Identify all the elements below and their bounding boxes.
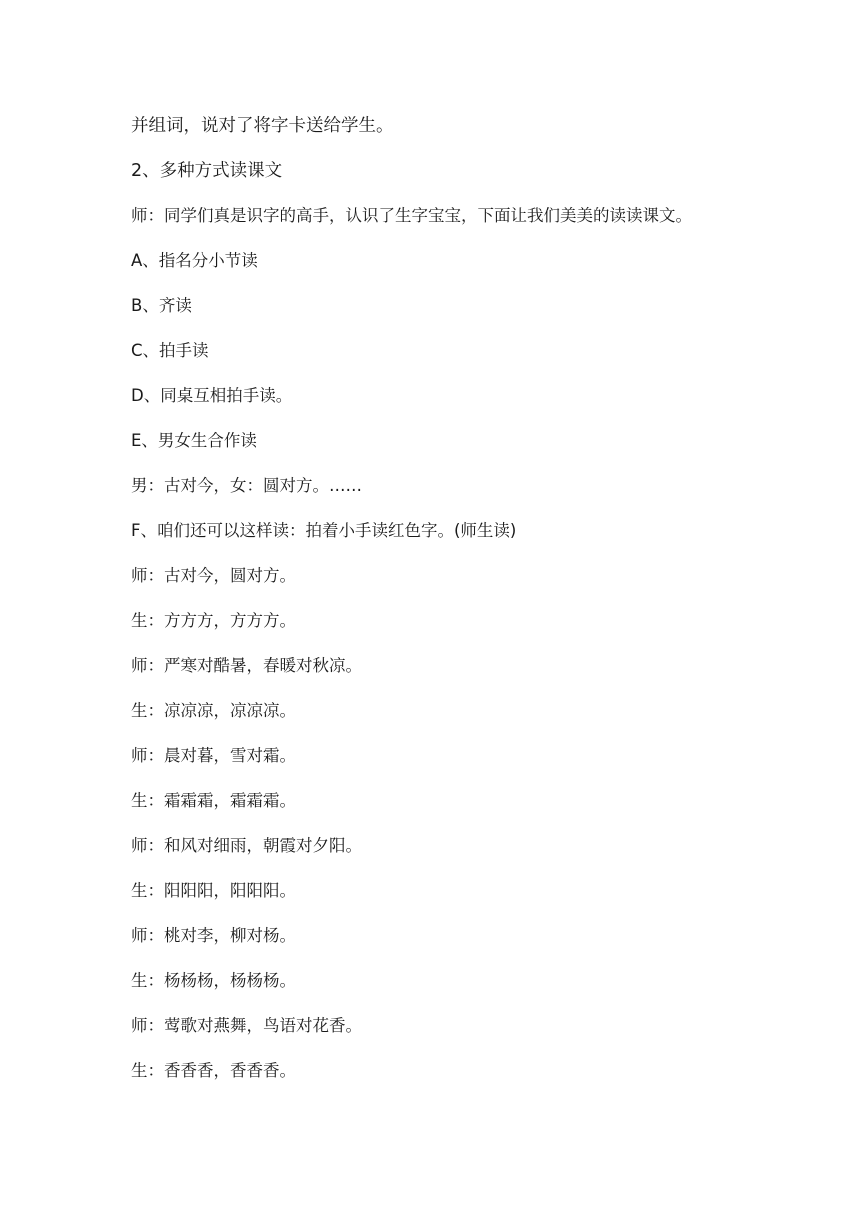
dialogue-line: 师：严寒对酷暑，春暖对秋凉。 bbox=[131, 656, 362, 675]
teacher-intro-line: 师：同学们真是识字的高手，认识了生字宝宝，下面让我们美美的读读课文。 bbox=[131, 206, 692, 225]
dialogue-line: 生：香香香，香香香。 bbox=[131, 1061, 296, 1080]
paragraph-continuation: 并组词，说对了将字卡送给学生。 bbox=[131, 116, 394, 136]
dialogue-line: 师：莺歌对燕舞，鸟语对花香。 bbox=[131, 1016, 362, 1035]
reading-method-d: D、同桌互相拍手读。 bbox=[131, 386, 293, 405]
reading-method-f: F、咱们还可以这样读：拍着小手读红色字。(师生读) bbox=[131, 521, 517, 540]
section-heading: 2、多种方式读课文 bbox=[131, 161, 283, 181]
document-body bbox=[131, 112, 811, 1102]
dialogue-line: 生：方方方，方方方。 bbox=[131, 611, 296, 630]
dialogue-line: 师：和风对细雨，朝霞对夕阳。 bbox=[131, 836, 362, 855]
dialogue-line: 师：古对今，圆对方。 bbox=[131, 566, 296, 585]
dialogue-line: 生：霜霜霜，霜霜霜。 bbox=[131, 791, 296, 810]
dialogue-line: 生：杨杨杨，杨杨杨。 bbox=[131, 971, 296, 990]
reading-method-a: A、指名分小节读 bbox=[131, 251, 258, 270]
boys-girls-example: 男：古对今，女：圆对方。…… bbox=[131, 476, 362, 495]
dialogue-line: 生：阳阳阳，阳阳阳。 bbox=[131, 881, 296, 900]
reading-method-b: B、齐读 bbox=[131, 296, 192, 315]
dialogue-line: 师：晨对暮，雪对霜。 bbox=[131, 746, 296, 765]
reading-method-c: C、拍手读 bbox=[131, 341, 209, 360]
dialogue-line: 生：凉凉凉，凉凉凉。 bbox=[131, 701, 296, 720]
dialogue-line: 师：桃对李，柳对杨。 bbox=[131, 926, 296, 945]
reading-method-e: E、男女生合作读 bbox=[131, 431, 257, 450]
